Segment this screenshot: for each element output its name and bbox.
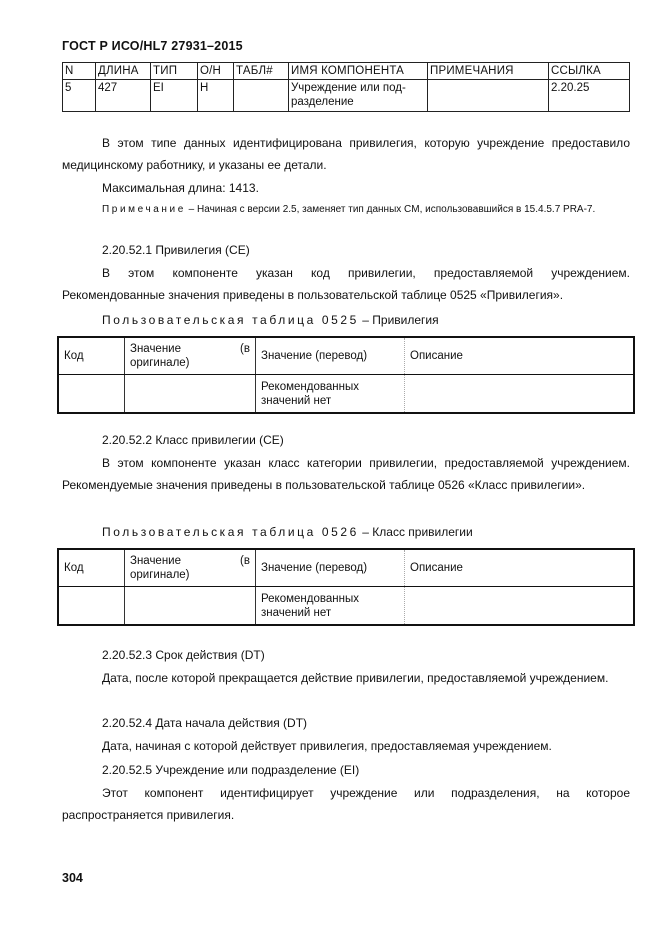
header-code: Код: [58, 337, 125, 375]
component-table: [62, 62, 630, 112]
user-table-0526: [57, 548, 635, 626]
section-heading: 2.20.52.5 Учреждение или подразделение (EI): [102, 763, 360, 777]
table-caption: [102, 521, 473, 543]
header-cell-component-name: ИМЯ КОМПОНЕНТА: [289, 63, 428, 80]
user-table-row: [58, 587, 634, 626]
section-heading: 2.20.52.2 Класс привилегии (CE): [102, 433, 284, 447]
cell-value-original: [125, 375, 256, 414]
component-table-header-row: [63, 63, 630, 80]
cell-table: [234, 80, 289, 112]
section-text: Дата, после которой прекращается действие привилегии, предоставляемой учреждением.: [102, 671, 609, 685]
header-description: Описание: [405, 549, 635, 587]
header-value-original: Значение (в оригинале): [125, 337, 256, 375]
page-number: 304: [62, 871, 83, 885]
header-code: Код: [58, 549, 125, 587]
note-label: Примечание: [102, 204, 186, 215]
section-text: В этом компоненте указан класс категории привилегии, предоставляемой учреждением. Рекомендуемые значения приведены в пользовательской таблице 0526 «Класс привилегии».: [62, 456, 630, 492]
note: [62, 200, 630, 220]
header-value-translation: Значение (перевод): [256, 337, 405, 375]
header-cell-length: ДЛИНА: [96, 63, 151, 80]
cell-value-original: [125, 587, 256, 626]
cell-code: [58, 375, 125, 414]
header-cell-optional: О/Н: [198, 63, 234, 80]
section-text: Этот компонент идентифицирует учреждение или подразделения, на которое распространяется привилегия.: [62, 786, 630, 822]
table-caption-title: – Класс привилегии: [358, 525, 473, 539]
intro-paragraph: В этом типе данных идентифицирована привилегия, которую учреждение предоставило медицинскому работнику, и указаны ее детали.: [62, 136, 630, 172]
table-caption: [102, 309, 439, 331]
max-length-text: Максимальная длина: 1413.: [102, 181, 259, 195]
header-description: Описание: [405, 337, 635, 375]
cell-optional: H: [198, 80, 234, 112]
cell-reference: 2.20.25: [549, 80, 630, 112]
cell-type: EI: [151, 80, 198, 112]
section-heading: 2.20.52.3 Срок действия (DT): [102, 648, 265, 662]
table-caption-title: – Привилегия: [358, 313, 439, 327]
header-cell-table: ТАБЛ#: [234, 63, 289, 80]
cell-value-translation: Рекомендованных значений нет: [256, 587, 405, 626]
user-table-header-row: [58, 337, 634, 375]
section-text: Дата, начиная с которой действует привилегия, предоставляемая учреждением.: [102, 739, 552, 753]
header-cell-notes: ПРИМЕЧАНИЯ: [428, 63, 549, 80]
header-cell-n: N: [63, 63, 96, 80]
cell-length: 427: [96, 80, 151, 112]
cell-n: 5: [63, 80, 96, 112]
cell-code: [58, 587, 125, 626]
note-text: – Начиная с версии 2.5, заменяет тип данных CM, использовавшийся в 15.4.5.7 PRA-7.: [185, 204, 596, 215]
header-cell-reference: ССЫЛКА: [549, 63, 630, 80]
component-table-row: [63, 80, 630, 112]
header-value-translation: Значение (перевод): [256, 549, 405, 587]
cell-component-name: Учреждение или под-разделение: [289, 80, 428, 112]
table-caption-label: Пользовательская таблица 0526: [102, 525, 359, 539]
user-table-header-row: [58, 549, 634, 587]
cell-notes: [428, 80, 549, 112]
user-table-row: [58, 375, 634, 414]
section-heading: 2.20.52.4 Дата начала действия (DT): [102, 716, 308, 730]
table-caption-label: Пользовательская таблица 0525: [102, 313, 359, 327]
header-value-original: Значение (в оригинале): [125, 549, 256, 587]
header-cell-type: ТИП: [151, 63, 198, 80]
cell-value-translation: Рекомендованных значений нет: [256, 375, 405, 414]
cell-description: [405, 587, 635, 626]
section-heading: 2.20.52.1 Привилегия (CE): [102, 243, 250, 257]
user-table-0525: [57, 336, 635, 414]
document-header: ГОСТ Р ИСО/HL7 27931–2015: [62, 39, 243, 53]
section-text: В этом компоненте указан код привилегии, предоставляемой учреждением. Рекомендованные значения приведены в пользовательской таблице 0525 «Привилегия».: [62, 266, 630, 302]
cell-description: [405, 375, 635, 414]
